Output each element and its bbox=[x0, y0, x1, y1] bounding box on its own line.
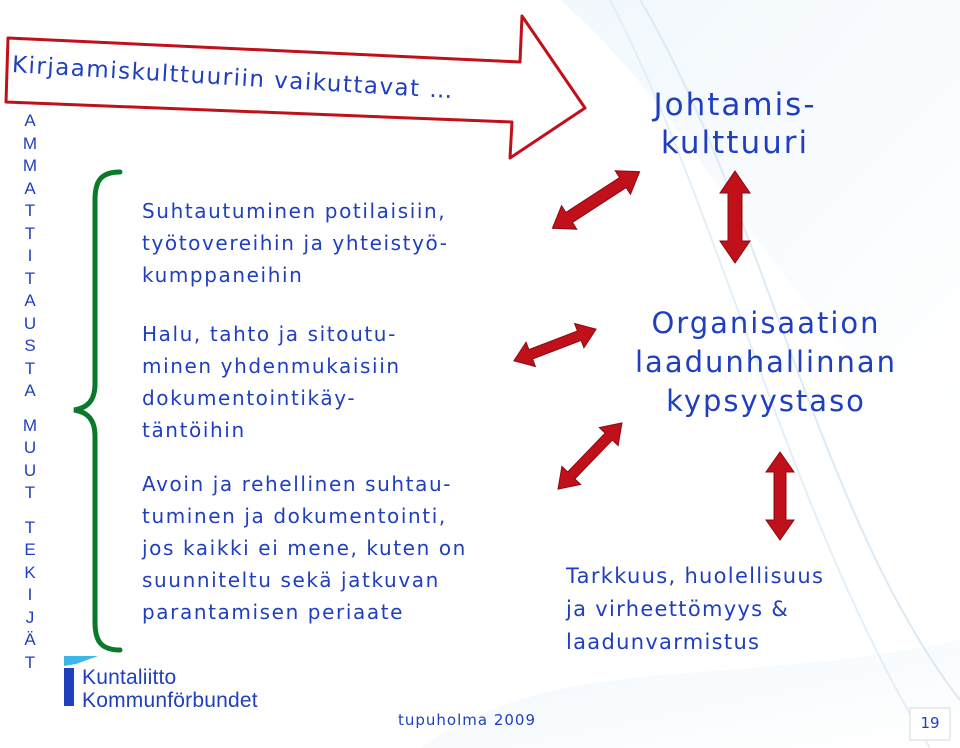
factor-line: työtovereihin ja yhteistyö- bbox=[142, 231, 449, 255]
vertical-letter: A bbox=[24, 178, 36, 198]
right-line: kypsyystaso bbox=[666, 384, 866, 418]
curly-brace bbox=[74, 172, 120, 650]
vertical-letter: Ä bbox=[24, 630, 36, 649]
vertical-letter: A bbox=[24, 381, 36, 400]
factor-line: kumppaneihin bbox=[142, 263, 304, 287]
double-arrow-left-top bbox=[545, 160, 647, 240]
vertical-word-1 bbox=[18, 110, 42, 403]
factor-line: parantamisen periaate bbox=[142, 600, 405, 624]
right-line: laadunhallinnan bbox=[635, 345, 897, 379]
accuracy-label bbox=[566, 560, 896, 659]
double-arrow-right-lower bbox=[766, 452, 794, 540]
logo-line: Kommunförbundet bbox=[82, 689, 258, 712]
vertical-letter: E bbox=[24, 540, 36, 559]
vertical-label-ammattitaustamuuttekijat bbox=[18, 110, 42, 674]
banner-title: Kirjaamiskulttuuriin vaikuttavat … bbox=[11, 52, 455, 105]
factor-line: Halu, tahto ja sitoutu- bbox=[142, 322, 397, 346]
factor-line: Suhtautuminen potilaisiin, bbox=[142, 199, 447, 223]
vertical-letter: A bbox=[24, 111, 36, 130]
vertical-letter: T bbox=[24, 223, 36, 243]
factor-line: Avoin ja rehellinen suhtau- bbox=[142, 472, 453, 496]
vertical-letter: J bbox=[25, 607, 35, 627]
page-number: 19 bbox=[920, 714, 940, 732]
right-line: laadunvarmistus bbox=[566, 630, 761, 654]
double-arrow-left-bottom bbox=[549, 414, 632, 498]
factor-line: dokumentointikäy- bbox=[142, 386, 357, 410]
vertical-letter: T bbox=[24, 268, 36, 288]
vertical-letter: A bbox=[24, 291, 36, 310]
factor-item-openness bbox=[142, 468, 467, 628]
management-culture-label bbox=[620, 86, 850, 162]
vertical-letter: T bbox=[24, 358, 36, 378]
vertical-word-3 bbox=[18, 517, 42, 675]
vertical-letter: M bbox=[22, 156, 38, 175]
factor-item-commitment bbox=[142, 318, 401, 446]
kuntaliitto-logo bbox=[82, 666, 258, 712]
vertical-letter: U bbox=[23, 438, 37, 457]
vertical-letter: M bbox=[22, 415, 38, 435]
double-arrow-left-middle bbox=[509, 317, 600, 373]
vertical-letter: T bbox=[24, 652, 36, 672]
vertical-letter: I bbox=[27, 246, 33, 265]
right-line: kulttuuri bbox=[660, 125, 810, 161]
vertical-letter: T bbox=[24, 517, 36, 537]
logo-line: Kuntaliitto bbox=[82, 666, 177, 689]
right-line: Organisaation bbox=[651, 306, 881, 340]
vertical-letter: T bbox=[24, 483, 36, 502]
footer-author: tupuholma 2009 bbox=[398, 711, 537, 729]
factor-line: jos kaikki ei mene, kuten on bbox=[142, 536, 467, 560]
vertical-letter: S bbox=[24, 336, 36, 355]
factor-line: minen yhdenmukaisiin bbox=[142, 354, 401, 378]
vertical-letter: K bbox=[24, 562, 36, 582]
right-line: Johtamis- bbox=[653, 87, 817, 123]
vertical-letter: T bbox=[24, 201, 36, 220]
vertical-letter: M bbox=[22, 133, 38, 153]
right-line: ja virheettömyys & bbox=[566, 597, 790, 621]
factor-line: suunniteltu sekä jatkuvan bbox=[142, 568, 440, 592]
factor-line: täntöihin bbox=[142, 418, 246, 442]
vertical-letter: U bbox=[23, 460, 37, 480]
vertical-letter: I bbox=[27, 585, 33, 604]
factor-line: tuminen ja dokumentointi, bbox=[142, 504, 447, 528]
factor-item-attitude bbox=[142, 195, 449, 291]
right-line: Tarkkuus, huolellisuus bbox=[566, 564, 825, 588]
vertical-letter: U bbox=[23, 313, 37, 333]
vertical-word-2 bbox=[18, 415, 42, 505]
quality-maturity-label bbox=[608, 304, 924, 421]
